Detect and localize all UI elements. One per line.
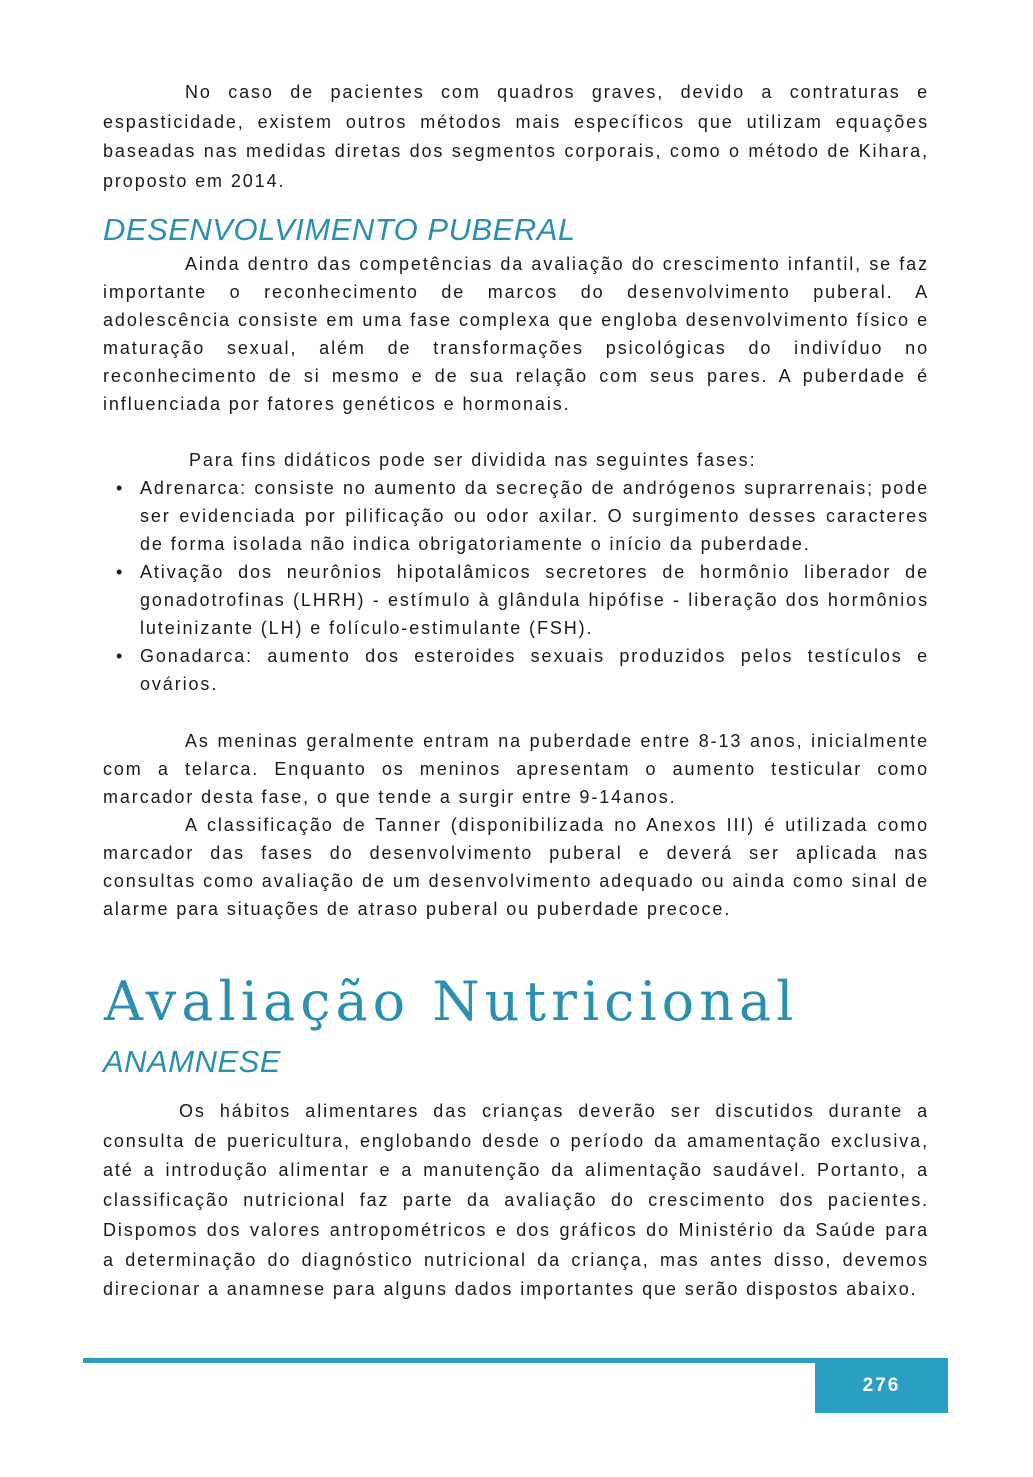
puberal-paragraph-2: Para fins didáticos pode ser dividida nas seguintes fases: bbox=[189, 450, 757, 470]
list-item: • Adrenarca: consiste no aumento da secreção de andrógenos suprarrenais; pode ser evidenciada por pilificação ou odor axilar. O surgimento desses caracteres de forma isolada não indica obrigatoriamente o início da puberdade. bbox=[140, 474, 929, 558]
page-number: 276 bbox=[815, 1358, 948, 1413]
footer-bar bbox=[83, 1358, 815, 1363]
puberal-phases-list bbox=[103, 474, 929, 698]
anamnese-paragraph: Os hábitos alimentares das crianças deverão ser discutidos durante a consulta de puericultura, englobando desde o período da amamentação exclusiva, até a introdução alimentar e a manutenção da alimentação saudável. Portanto, a classificação nutricional faz parte da avaliação do crescimento dos pacientes. Dispomos dos valores antropométricos e dos gráficos do Ministério da Saúde para a determinação do diagnóstico nutricional da criança, mas antes disso, devemos direcionar a anamnese para alguns dados importantes que serão dispostos abaixo. bbox=[103, 1101, 929, 1300]
list-item: • Gonadarca: aumento dos esteroides sexuais produzidos pelos testículos e ovários. bbox=[140, 642, 929, 698]
intro-paragraph: No caso de pacientes com quadros graves, devido a contraturas e espasticidade, existem outros métodos mais específicos que utilizam equações baseadas nas medidas diretas dos segmentos corporais, como o método de Kihara, proposto em 2014. bbox=[103, 82, 929, 192]
section-heading-puberal: DESENVOLVIMENTO PUBERAL bbox=[103, 212, 576, 247]
chapter-title: Avaliação Nutricional bbox=[104, 970, 799, 1033]
list-item: • Ativação dos neurônios hipotalâmicos secretores de hormônio liberador de gonadotrofinas (LHRH) - estímulo à glândula hipófise - liberação dos hormônios luteinizante (LH) e folículo-estimulante (FSH). bbox=[140, 558, 929, 642]
puberal-paragraph-3: As meninas geralmente entram na puberdade entre 8-13 anos, inicialmente com a telarca. Enquanto os meninos apresentam o aumento testicular como marcador desta fase, o que tende a surgir entre 9-14anos. bbox=[103, 731, 929, 807]
section-heading-anamnese: ANAMNESE bbox=[103, 1044, 281, 1079]
puberal-paragraph-4: A classificação de Tanner (disponibilizada no Anexos III) é utilizada como marcador das fases do desenvolvimento puberal e deverá ser aplicada nas consultas como avaliação de um desenvolvimento adequado ou ainda como sinal de alarme para situações de atraso puberal ou puberdade precoce. bbox=[103, 815, 929, 919]
puberal-paragraph-1: Ainda dentro das competências da avaliação do crescimento infantil, se faz importante o reconhecimento de marcos do desenvolvimento puberal. A adolescência consiste em uma fase complexa que engloba desenvolvimento físico e maturação sexual, além de transformações psicológicas do indivíduo no reconhecimento de si mesmo e de sua relação com seus pares. A puberdade é influenciada por fatores genéticos e hormonais. bbox=[103, 254, 929, 414]
